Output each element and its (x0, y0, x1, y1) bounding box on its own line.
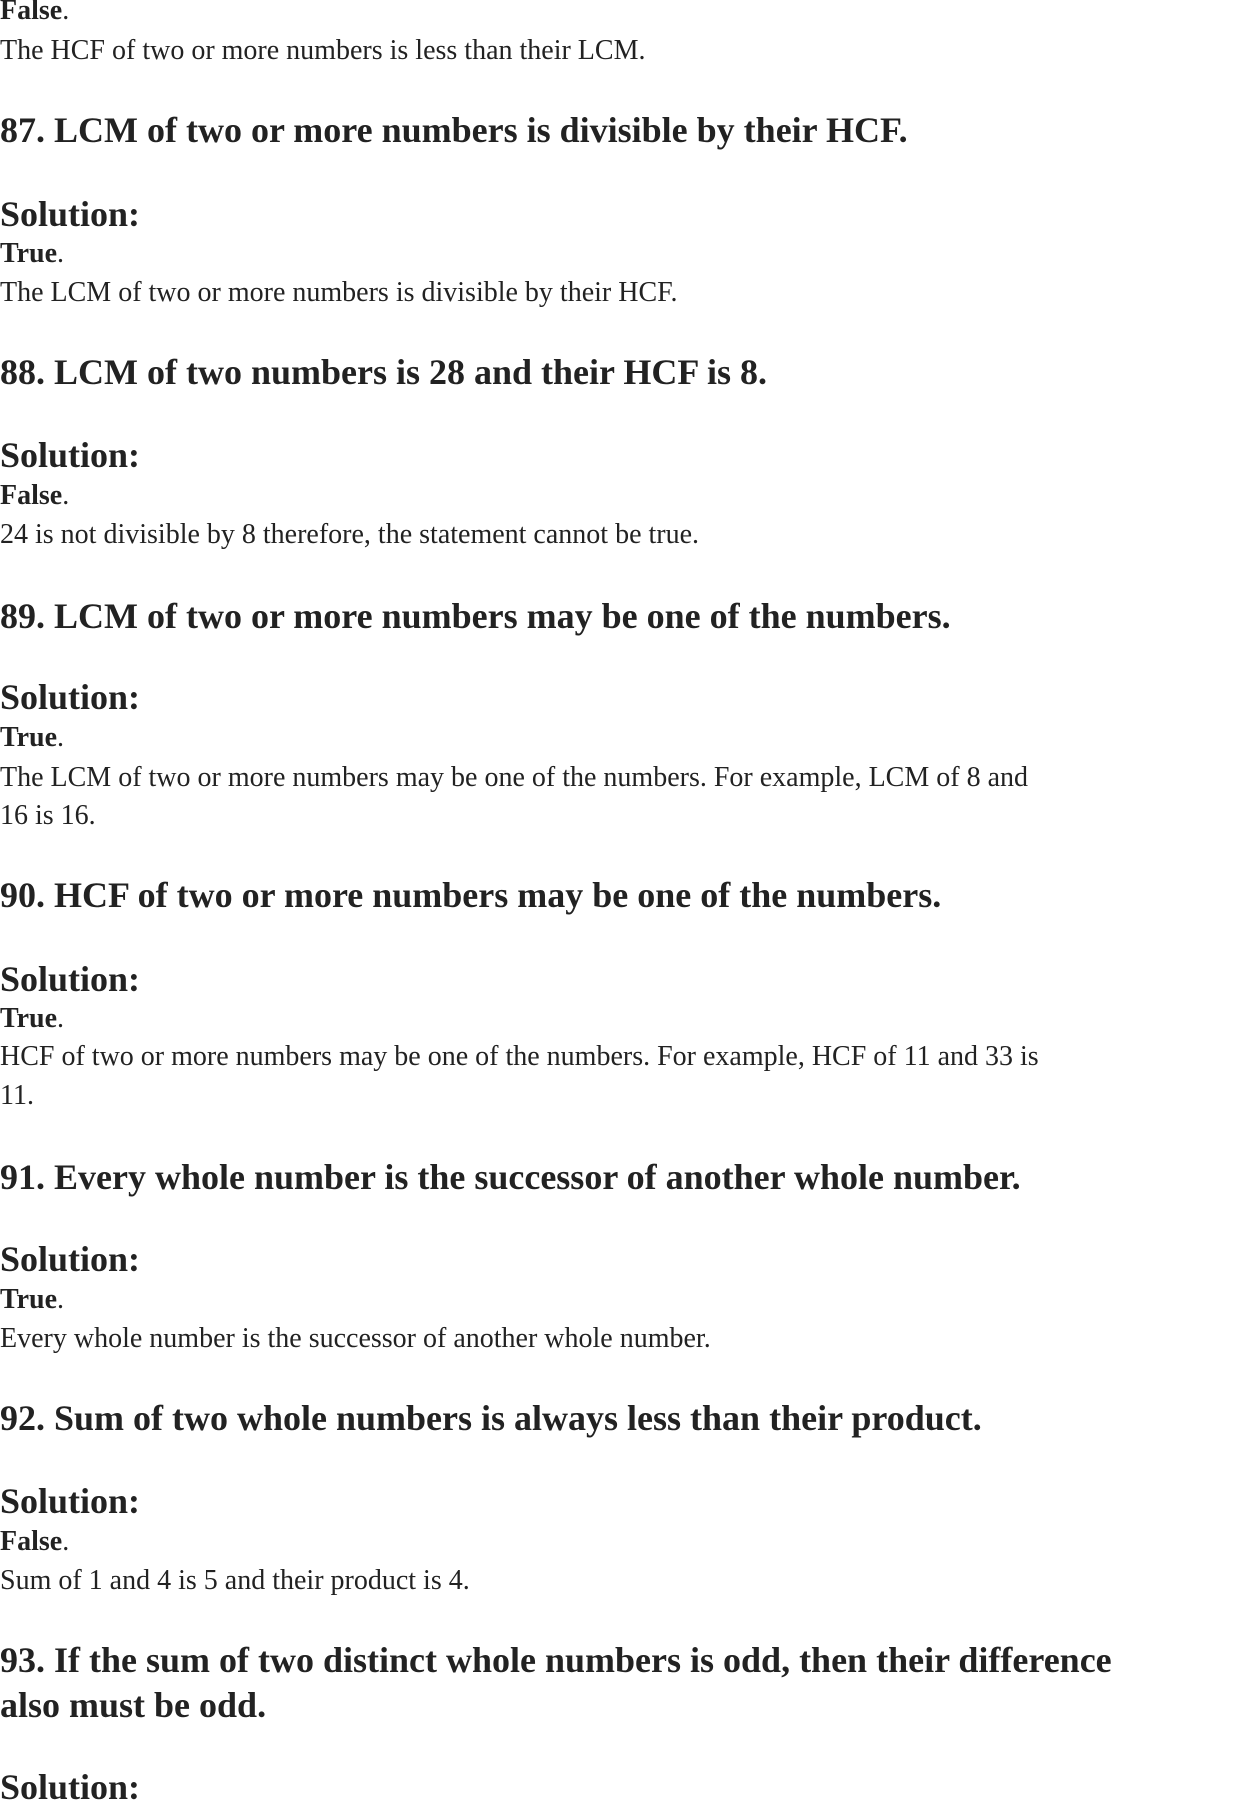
question-heading: 90. HCF of two or more numbers may be one of the numbers. (0, 875, 942, 915)
explanation-text: Sum of 1 and 4 is 5 and their product is 4. (0, 1565, 470, 1596)
answer-verdict (0, 724, 64, 752)
verdict-text: True (0, 722, 58, 753)
solution-label: Solution: (0, 1239, 141, 1279)
verdict-period: . (57, 722, 65, 753)
solution-label: Solution: (0, 194, 141, 234)
verdict-text: True (0, 1003, 58, 1034)
answer-verdict (0, 0, 69, 25)
question-heading: also must be odd. (0, 1685, 267, 1725)
explanation-text: 11. (0, 1080, 34, 1111)
explanation-text: HCF of two or more numbers may be one of the numbers. For example, HCF of 11 and 33 is (0, 1041, 1039, 1072)
verdict-period: . (62, 480, 70, 511)
verdict-period: . (57, 1003, 65, 1034)
explanation-text: 24 is not divisible by 8 therefore, the statement cannot be true. (0, 519, 700, 550)
solution-label: Solution: (0, 435, 141, 475)
verdict-period: . (57, 238, 65, 269)
solution-label: Solution: (0, 677, 141, 717)
question-heading: 91. Every whole number is the successor of another whole number. (0, 1157, 1021, 1197)
question-heading: 87. LCM of two or more numbers is divisible by their HCF. (0, 110, 908, 150)
verdict-text: False (0, 1526, 63, 1557)
explanation-text: 16 is 16. (0, 800, 96, 831)
answer-verdict (0, 240, 64, 268)
verdict-text: True (0, 1284, 58, 1315)
verdict-text: False (0, 0, 63, 26)
solution-label: Solution: (0, 959, 141, 999)
question-heading: 92. Sum of two whole numbers is always less than their product. (0, 1398, 982, 1438)
answer-verdict (0, 1005, 64, 1033)
explanation-text: Every whole number is the successor of another whole number. (0, 1323, 711, 1354)
question-heading: 88. LCM of two numbers is 28 and their HCF is 8. (0, 352, 768, 392)
answer-verdict (0, 1286, 64, 1314)
explanation-text: The HCF of two or more numbers is less than their LCM. (0, 35, 646, 66)
solution-label: Solution: (0, 1481, 141, 1521)
question-heading: 93. If the sum of two distinct whole numbers is odd, then their difference (0, 1640, 1112, 1680)
solution-label: Solution: (0, 1767, 141, 1807)
explanation-text: The LCM of two or more numbers may be one of the numbers. For example, LCM of 8 and (0, 762, 1029, 793)
verdict-text: True (0, 238, 58, 269)
explanation-text: The LCM of two or more numbers is divisible by their HCF. (0, 277, 678, 308)
verdict-period: . (62, 1526, 70, 1557)
verdict-period: . (57, 1284, 65, 1315)
question-heading: 89. LCM of two or more numbers may be one of the numbers. (0, 596, 951, 636)
verdict-period: . (62, 0, 70, 26)
verdict-text: False (0, 480, 63, 511)
answer-verdict (0, 482, 69, 510)
answer-verdict (0, 1528, 69, 1556)
